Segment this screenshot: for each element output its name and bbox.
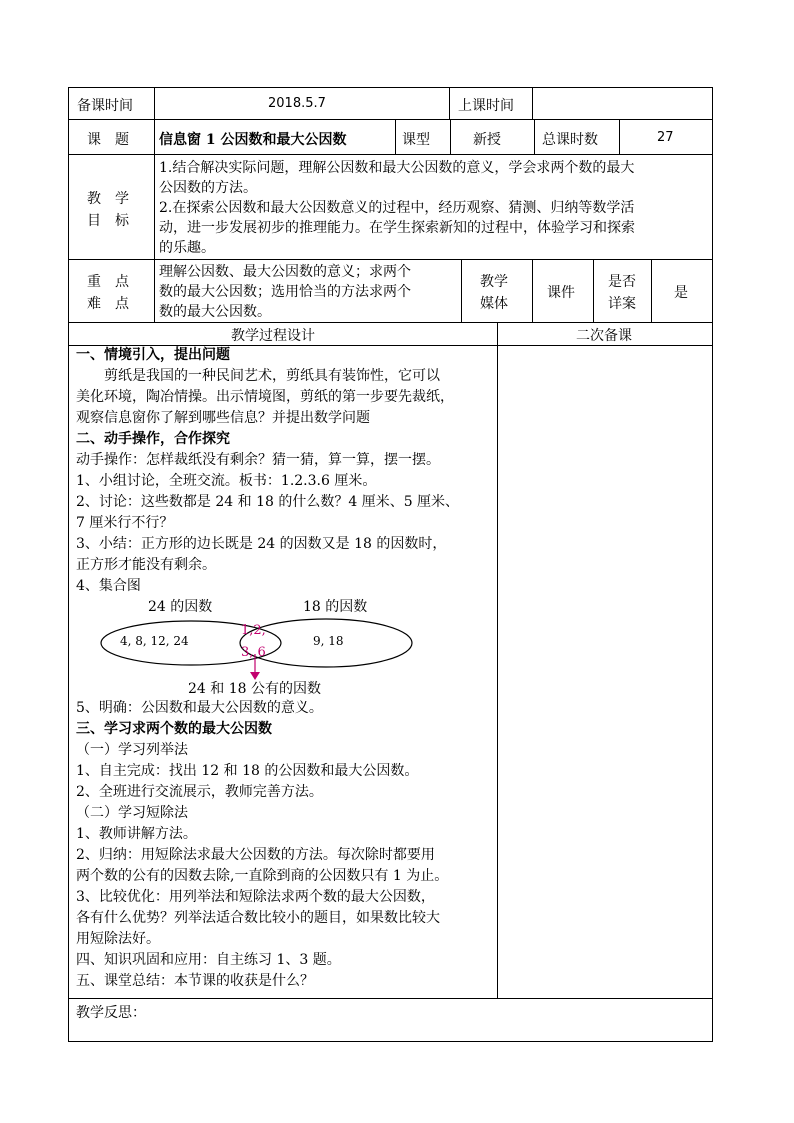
class-time-value-cell [532, 87, 713, 120]
section2-line-6: 正方形才能没有剩余。 [76, 557, 216, 573]
section3-line-6: 2、归纳：用短除法求最大公因数的方法。每次除时都要用 [76, 847, 435, 863]
detailed-value: 是 [674, 285, 688, 301]
section3-line-9: 各有什么优势？列举法适合数比较小的题目，如果数比较大 [76, 910, 440, 926]
goals-line-4: 动，进一步发展初步的推理能力。在学生探索新知的过程中，体验学习和探索 [159, 220, 635, 236]
venn-right-title: 18 的因数 [303, 599, 368, 615]
total-value: 27 [657, 130, 674, 145]
venn-left-only: 4, 8, 12, 24 [120, 634, 189, 648]
section3-line-12: 五、课堂总结：本节课的收获是什么？ [76, 973, 314, 989]
section2-line-4: 7 厘米行不行？ [76, 515, 174, 531]
key-line-3: 数的最大公因数。 [159, 304, 271, 320]
section3-line-8: 3、比较优化：用列举法和短除法求两个数的最大公因数， [76, 889, 435, 905]
section3-line-4: （二）学习短除法 [76, 805, 188, 821]
section2-after: 5、明确：公因数和最大公因数的意义。 [76, 700, 323, 716]
second-prep-body-cell [497, 345, 713, 999]
goals-line-1: 1.结合解决实际问题，理解公因数和最大公因数的意义，学会求两个数的最大 [159, 160, 635, 176]
section1-line-2: 美化环境，陶冶情操。出示情境图，剪纸的第一步要先裁纸， [76, 389, 454, 405]
section2-line-1: 动手操作：怎样裁纸没有剩余？猜一猜，算一算，摆一摆。 [76, 452, 440, 468]
type-value-cell [450, 119, 535, 155]
detailed-value-cell [651, 259, 713, 323]
venn-common-line2: 3, 6 [241, 645, 266, 660]
type-value: 新授 [473, 132, 501, 148]
section3-line-1: （一）学习列举法 [76, 742, 188, 758]
goals-line-2: 公因数的方法。 [159, 180, 257, 196]
section2-line-3: 2、讨论：这些数都是 24 和 18 的什么数？4 厘米、5 厘米、 [76, 494, 460, 510]
venn-caption: 24 和 18 公有的因数 [188, 681, 321, 697]
class-time-label-cell [449, 87, 533, 120]
goals-line-5: 的乐趣。 [159, 240, 215, 256]
prep-time-value: 2018.5.7 [268, 96, 326, 111]
section1-line-3: 观察信息窗你了解到哪些信息？并提出数学问题 [76, 410, 370, 426]
section2-line-5: 3、小结：正方形的边长既是 24 的因数又是 18 的因数时， [76, 536, 447, 552]
section3-line-11: 四、知识巩固和应用：自主练习 1、3 题。 [76, 952, 341, 968]
key-label-line1: 重 点 [87, 274, 129, 290]
key-line-1: 理解公因数、最大公因数的意义；求两个 [159, 264, 411, 280]
total-value-cell [619, 119, 713, 155]
section1-line-1: 剪纸是我国的一种民间艺术，剪纸具有装饰性，它可以 [104, 368, 440, 384]
media-value-cell [532, 259, 594, 323]
goals-label-line1: 教 学 [87, 191, 129, 207]
venn-right-only: 9, 18 [313, 634, 344, 648]
goals-text-cell [154, 154, 713, 260]
section2-line-7: 4、集合图 [76, 578, 141, 594]
total-label: 总课时数 [542, 132, 598, 148]
section3-line-5: 1、教师讲解方法。 [76, 826, 197, 842]
media-value: 课件 [547, 285, 575, 301]
type-label: 课型 [402, 132, 430, 148]
media-label-line1: 教学 [480, 274, 508, 290]
goals-label-cell [68, 154, 155, 260]
process-heading: 教学过程设计 [231, 328, 315, 344]
section2-title: 二、动手操作，合作探究 [76, 431, 230, 447]
detailed-label-line1: 是否 [608, 274, 636, 290]
section1-title: 一、情境引入，提出问题 [76, 347, 230, 363]
process-heading-cell [68, 322, 498, 346]
topic-value-cell [154, 119, 396, 155]
venn-diagram [96, 594, 426, 698]
topic-label: 课 题 [87, 132, 129, 148]
detailed-label-line2: 详案 [608, 296, 636, 312]
detailed-label-cell [593, 259, 652, 323]
media-label-line2: 媒体 [480, 296, 508, 312]
section3-title: 三、学习求两个数的最大公因数 [76, 721, 272, 737]
goals-label-line2: 目 标 [87, 213, 129, 229]
section3-line-10: 用短除法好。 [76, 931, 160, 947]
key-label-line2: 难 点 [87, 296, 129, 312]
key-label-cell [68, 259, 155, 323]
key-text-cell [154, 259, 462, 323]
second-prep-heading-cell [497, 322, 713, 346]
reflection-cell [68, 998, 713, 1042]
topic-value: 信息窗 1 公因数和最大公因数 [159, 132, 347, 148]
type-label-cell [395, 119, 451, 155]
prep-time-value-cell [154, 87, 450, 120]
venn-left-title: 24 的因数 [148, 599, 213, 615]
media-label-cell [461, 259, 533, 323]
section2-line-2: 1、小组讨论，全班交流。板书：1.2.3.6 厘米。 [76, 473, 377, 489]
section3-line-3: 2、全班进行交流展示，教师完善方法。 [76, 784, 323, 800]
goals-line-3: 2.在探索公因数和最大公因数意义的过程中，经历观察、猜测、归纳等数学活 [159, 200, 635, 216]
topic-label-cell [68, 119, 155, 155]
second-prep-heading: 二次备课 [576, 328, 632, 344]
reflection-label: 教学反思： [76, 1005, 146, 1021]
class-time-label: 上课时间 [458, 98, 514, 114]
section3-line-2: 1、自主完成：找出 12 和 18 的公因数和最大公因数。 [76, 763, 419, 779]
prep-time-label: 备课时间 [77, 98, 133, 114]
key-line-2: 数的最大公因数；选用恰当的方法求两个 [159, 284, 411, 300]
section3-line-7: 两个数的公有的因数去除,一直除到商的公因数只有 1 为止。 [76, 868, 449, 884]
venn-common-line1: 1,2, [241, 623, 266, 638]
total-label-cell [534, 119, 620, 155]
prep-time-label-cell [68, 87, 155, 120]
